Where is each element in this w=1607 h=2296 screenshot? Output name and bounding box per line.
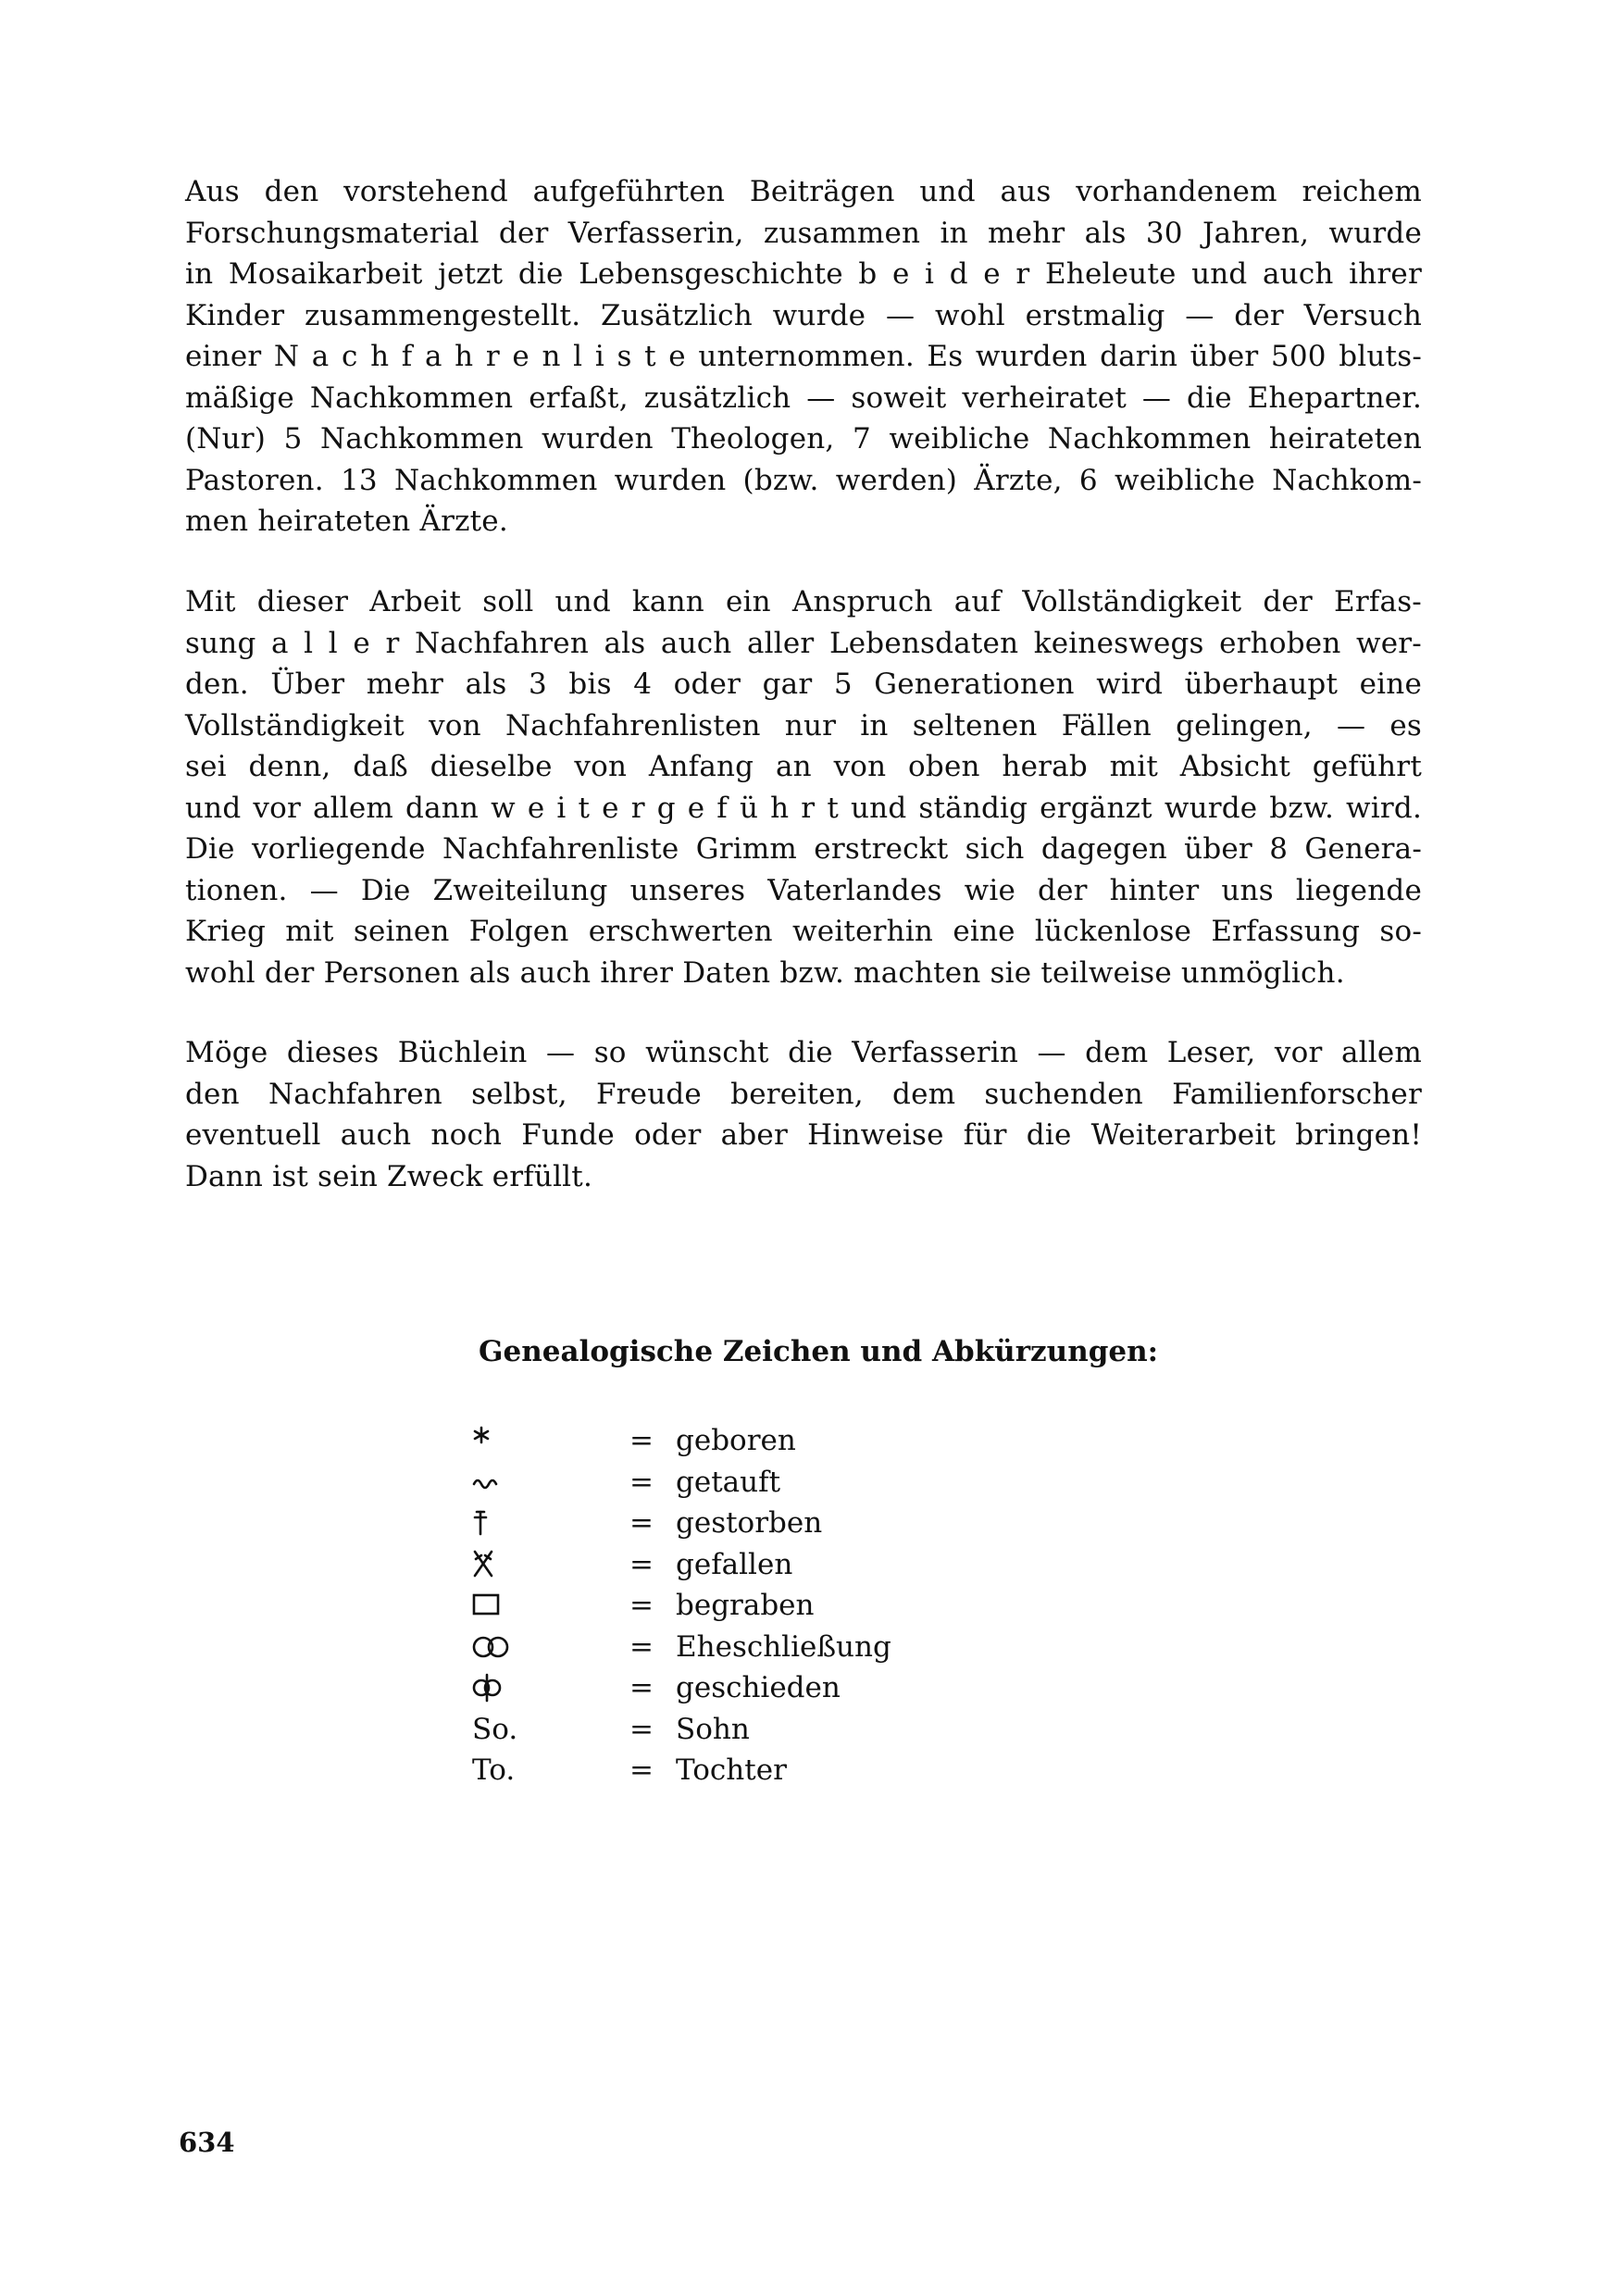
text-line: Dann ist sein Zweck erfüllt. bbox=[185, 1159, 593, 1193]
equals-sign: = bbox=[629, 1465, 654, 1499]
legend-row bbox=[472, 1750, 1028, 1791]
equals-sign: = bbox=[629, 1712, 654, 1746]
text-line: tionen. — Die Zweiteilung unseres Vaterlandes wie der hinter uns liegende bbox=[185, 873, 1422, 907]
text-line: und vor allem dann w e i t e r g e f ü h r t und ständig ergänzt wurde bzw. wird. bbox=[185, 791, 1422, 825]
legend-row bbox=[472, 1667, 1028, 1709]
legend-row bbox=[472, 1462, 1028, 1504]
text-line: Möge dieses Büchlein — so wünscht die Verfasserin — dem Leser, vor allem bbox=[185, 1036, 1422, 1069]
text-line: in Mosaikarbeit jetzt die Lebensgeschichte b e i d e r Eheleute und auch ihrer bbox=[185, 257, 1422, 291]
text-line: den. Über mehr als 3 bis 4 oder gar 5 Generationen wird überhaupt eine bbox=[185, 668, 1422, 701]
text-line: Pastoren. 13 Nachkommen wurden (bzw. werden) Ärzte, 6 weibliche Nachkom- bbox=[185, 463, 1422, 497]
crossed-swords-fallen-icon bbox=[472, 1544, 546, 1586]
text-line: Krieg mit seinen Folgen erschwerten weiterhin eine lückenlose Erfassung so- bbox=[185, 915, 1422, 948]
text-line: Die vorliegende Nachfahrenliste Grimm erstreckt sich dagegen über 8 Genera- bbox=[185, 832, 1422, 866]
legend-abbreviation: So. bbox=[472, 1712, 518, 1746]
rectangle-buried-icon bbox=[472, 1585, 546, 1627]
text-line: Aus den vorstehend aufgeführten Beiträgen und aus vorhandenem reichem bbox=[185, 175, 1422, 208]
text-line: mäßige Nachkommen erfaßt, zusätzlich — soweit verheiratet — die Ehepartner. bbox=[185, 381, 1422, 415]
text-line: men heirateten Ärzte. bbox=[185, 505, 508, 538]
legend-definition: Eheschließung bbox=[676, 1629, 891, 1664]
legend-definition: geboren bbox=[676, 1424, 796, 1457]
page-number: 634 bbox=[179, 2127, 235, 2158]
text-line: Kinder zusammengestellt. Zusätzlich wurde — wohl erstmalig — der Versuch bbox=[185, 298, 1422, 332]
equals-sign: = bbox=[629, 1424, 654, 1457]
paragraph-3 bbox=[185, 1032, 1422, 1197]
text-line: Vollständigkeit von Nachfahrenlisten nur in seltenen Fällen gelingen, — es bbox=[185, 708, 1422, 742]
legend-row bbox=[472, 1627, 1028, 1668]
divorce-sign-icon bbox=[472, 1667, 546, 1709]
legend-heading: Genealogische Zeichen und Abkürzungen: bbox=[479, 1335, 1159, 1368]
text-line: einer N a c h f a h r e n l i s t e unternommen. Es wurden darin über 500 bluts- bbox=[185, 340, 1422, 373]
text-line: Mit dieser Arbeit soll und kann ein Anspruch auf Vollständigkeit der Erfas- bbox=[185, 585, 1422, 618]
text-line: sung a l l e r Nachfahren als auch aller Lebensdaten keineswegs erhoben wer- bbox=[185, 626, 1422, 660]
equals-sign: = bbox=[629, 1629, 654, 1664]
legend-abbreviation: To. bbox=[472, 1753, 516, 1787]
equals-sign: = bbox=[629, 1506, 654, 1540]
paragraph-2 bbox=[185, 581, 1422, 993]
text-line: eventuell auch noch Funde oder aber Hinweise für die Weiterarbeit bringen! bbox=[185, 1118, 1422, 1152]
legend-definition: geschieden bbox=[676, 1671, 841, 1704]
legend-row bbox=[472, 1585, 1028, 1627]
legend-definition: gefallen bbox=[676, 1547, 793, 1581]
legend-row bbox=[472, 1709, 1028, 1751]
legend-definition: begraben bbox=[676, 1589, 815, 1622]
text-line: Forschungsmaterial der Verfasserin, zusammen in mehr als 30 Jahren, wurde bbox=[185, 216, 1422, 250]
text-line: wohl der Personen als auch ihrer Daten bzw. machten sie teilweise unmöglich. bbox=[185, 955, 1345, 990]
legend-row bbox=[472, 1503, 1028, 1544]
paragraph-1 bbox=[185, 171, 1422, 543]
legend-row bbox=[472, 1420, 1028, 1462]
equals-sign: = bbox=[629, 1753, 654, 1787]
legend-definition: Tochter bbox=[676, 1753, 787, 1787]
wavy-baptized-icon bbox=[472, 1462, 546, 1504]
legend-table bbox=[472, 1420, 1028, 1791]
legend-definition: Sohn bbox=[676, 1712, 750, 1746]
asterisk-born-icon bbox=[472, 1420, 546, 1462]
cross-died-icon bbox=[472, 1503, 546, 1544]
equals-sign: = bbox=[629, 1547, 654, 1581]
abbrev-daughter-icon bbox=[472, 1750, 546, 1791]
infinity-marriage-icon bbox=[472, 1627, 546, 1668]
abbrev-son-icon bbox=[472, 1709, 546, 1751]
equals-sign: = bbox=[629, 1671, 654, 1704]
equals-sign: = bbox=[629, 1589, 654, 1622]
legend-definition: gestorben bbox=[676, 1506, 823, 1540]
text-line: sei denn, daß dieselbe von Anfang an von oben herab mit Absicht geführt bbox=[185, 750, 1422, 783]
legend-definition: getauft bbox=[676, 1465, 781, 1499]
text-line: (Nur) 5 Nachkommen wurden Theologen, 7 weibliche Nachkommen heirateten bbox=[185, 422, 1422, 455]
text-line: den Nachfahren selbst, Freude bereiten, dem suchenden Familienforscher bbox=[185, 1077, 1422, 1111]
legend-row bbox=[472, 1544, 1028, 1586]
